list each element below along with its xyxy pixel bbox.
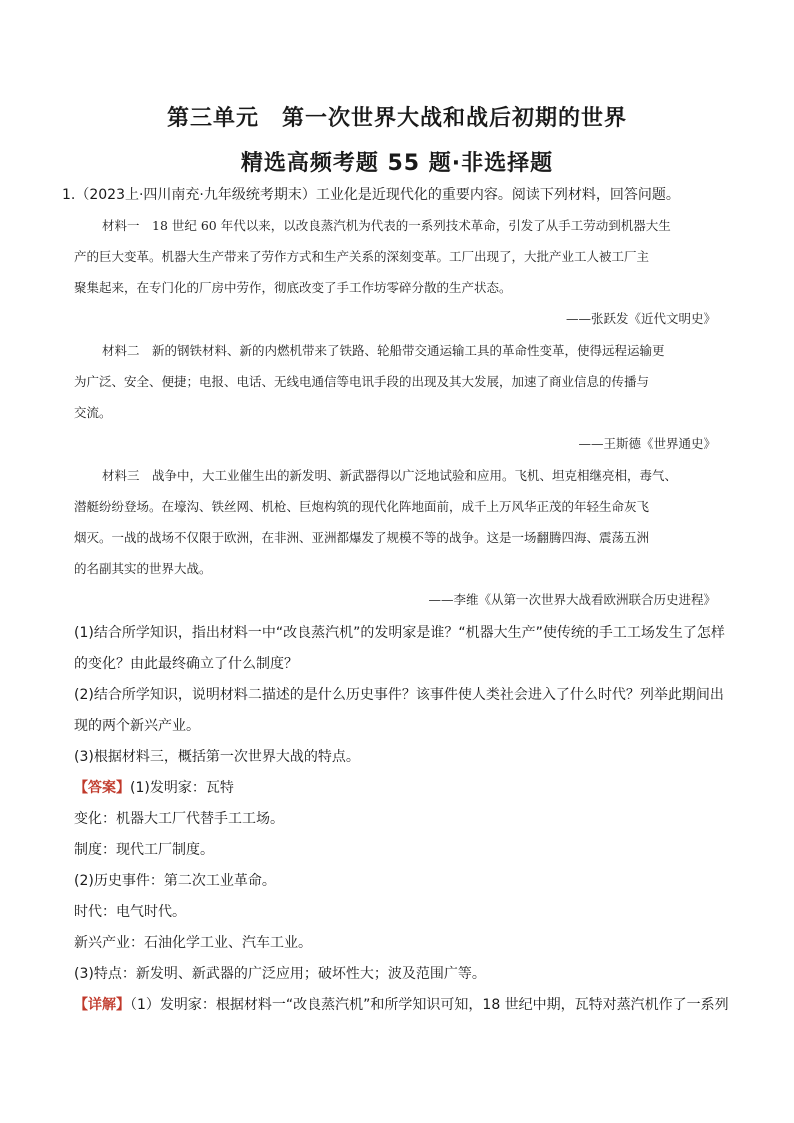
answer-line: (2)历史事件：第二次工业革命。 bbox=[74, 873, 276, 889]
subquestion-2: (2)结合所学知识，说明材料二描述的是什么历史事件？该事件使人类社会进入了什么时代？列举此期间出 bbox=[74, 687, 724, 703]
material1-line: 聚集起来，在专门化的厂房中劳作，彻底改变了手工作坊零碎分散的生产状态。 bbox=[74, 280, 512, 295]
material3-line: 烟灭。一战的战场不仅限于欧洲，在非洲、亚洲都爆发了规模不等的战争。这是一场翻腾四海、震荡五洲 bbox=[74, 530, 650, 545]
material3-source: ——李维《从第一次世界大战看欧洲联合历史进程》 bbox=[428, 592, 716, 607]
answer-line: 变化：机器大工厂代替手工工场。 bbox=[74, 811, 284, 827]
material1-source: ——张跃发《近代文明史》 bbox=[565, 311, 716, 326]
detail-tag: 【详解】 bbox=[74, 997, 130, 1013]
material2-line: 材料二 新的钢铁材料、新的内燃机带来了铁路、轮船带交通运输工具的革命性变革，使得远程运输更 bbox=[102, 343, 665, 358]
material3-line: 材料三 战争中，大工业催生出的新发明、新武器得以广泛地试验和应用。飞机、坦克相继亮相，毒气、 bbox=[102, 468, 678, 483]
question-stem: 1.（2023上·四川南充·九年级统考期末）工业化是近现代化的重要内容。阅读下列材料，回答问题。 bbox=[62, 187, 680, 203]
material3-line: 潜艇纷纷登场。在壕沟、铁丝网、机枪、巨炮构筑的现代化阵地面前，成千上万风华正茂的年轻生命灰飞 bbox=[74, 499, 650, 514]
material1-line: 产的巨大变革。机器大生产带来了劳作方式和生产关系的深刻变革。工厂出现了，大批产业工人被工厂主 bbox=[74, 249, 650, 264]
unit-title: 第三单元 第一次世界大战和战后初期的世界 bbox=[166, 106, 627, 131]
material2-line: 交流。 bbox=[74, 405, 112, 420]
material3-line: 的名副其实的世界大战。 bbox=[74, 561, 212, 576]
answer-line: 新兴产业：石油化学工业、汽车工业。 bbox=[74, 935, 312, 951]
subquestion-2: 现的两个新兴产业。 bbox=[74, 718, 200, 734]
answer-line bbox=[74, 777, 234, 797]
subquestion-1: 的变化？由此最终确立了什么制度？ bbox=[74, 656, 298, 672]
subquestion-1: (1)结合所学知识，指出材料一中“改良蒸汽机”的发明家是谁？“机器大生产”使传统的手工工场发生了怎样 bbox=[74, 625, 725, 641]
answer-tag: 【答案】 bbox=[74, 780, 130, 796]
material2-source: ——王斯德《世界通史》 bbox=[578, 436, 716, 451]
subquestion-3: (3)根据材料三，概括第一次世界大战的特点。 bbox=[74, 749, 360, 765]
answer-line: 制度：现代工厂制度。 bbox=[74, 842, 214, 858]
material2-line: 为广泛、安全、便捷；电报、电话、无线电通信等电讯手段的出现及其大发展，加速了商业信息的传播与 bbox=[74, 374, 650, 389]
detail-text: （1）发明家：根据材料一“改良蒸汽机”和所学知识可知，18 世纪中期，瓦特对蒸汽机作了一系列 bbox=[130, 997, 729, 1013]
answer-text: (1)发明家：瓦特 bbox=[130, 780, 234, 796]
detail-line bbox=[74, 994, 729, 1014]
answer-line: (3)特点：新发明、新武器的广泛应用；破坏性大；波及范围广等。 bbox=[74, 966, 486, 982]
material1-line: 材料一 18 世纪 60 年代以来，以改良蒸汽机为代表的一系列技术革命，引发了从手工劳动到机器大生 bbox=[102, 218, 671, 233]
section-subtitle: 精选高频考题 55 题·非选择题 bbox=[240, 151, 554, 176]
answer-line: 时代：电气时代。 bbox=[74, 904, 186, 920]
